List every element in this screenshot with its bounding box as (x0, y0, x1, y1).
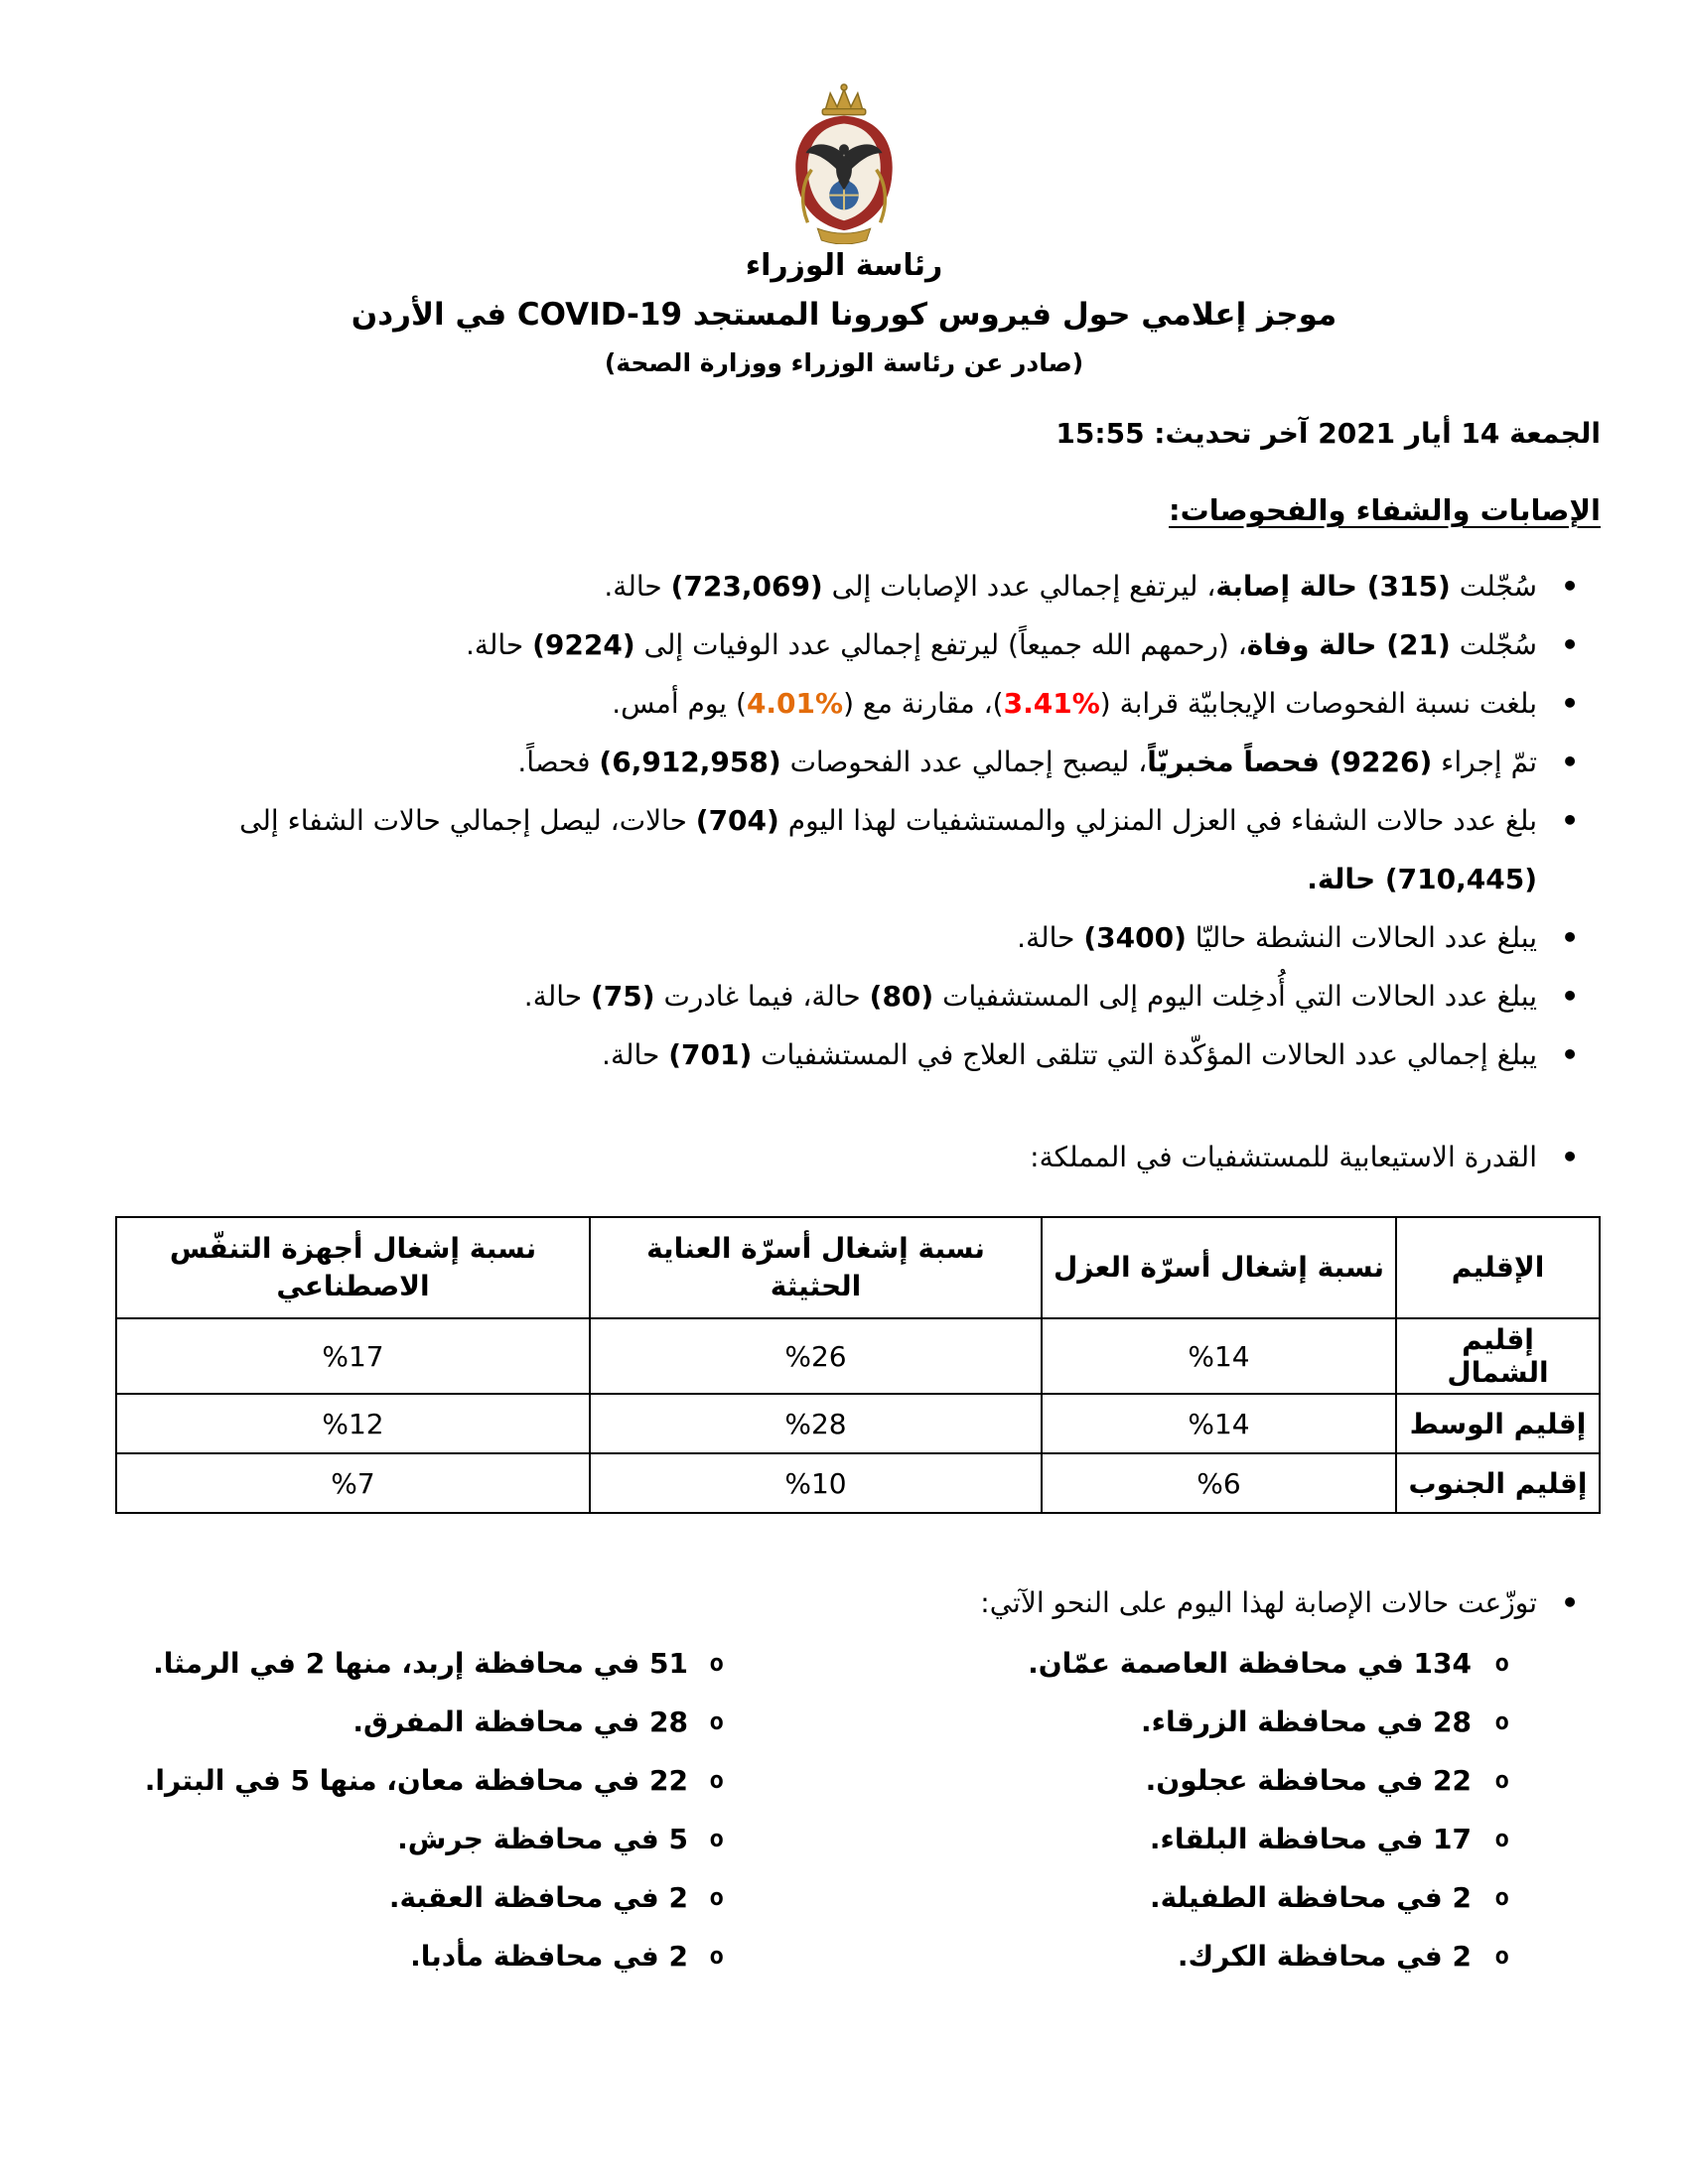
value-cell: %14 (1042, 1318, 1396, 1394)
value-cell: %7 (116, 1453, 590, 1513)
stat-segment: حالة. (1017, 921, 1084, 954)
jordan-coat-of-arms (746, 83, 942, 283)
value-cell: %6 (1042, 1453, 1396, 1513)
stat-segment: حالة. (604, 570, 671, 603)
document-title: موجز إعلامي حول فيروس كورونا المستجد COVID-19 في الأردن (351, 297, 1337, 333)
distribution-columns (87, 1634, 1601, 1985)
stat-segment: (3400) (1083, 921, 1187, 954)
region-cell: إقليم الوسط (1396, 1394, 1600, 1453)
governorate-item: o 22 في محافظة عجلون. (905, 1751, 1601, 1810)
stat-segment: بلغت نسبة الفحوصات الإيجابيّة قرابة ( (1099, 687, 1537, 720)
stat-segment: (315) حالة إصابة (1215, 570, 1451, 603)
column-header: نسبة إشغال أجهزة التنفّس الاصطناعي (116, 1217, 590, 1318)
stat-segment: (9224) (532, 628, 635, 661)
capacity-table-body (116, 1318, 1600, 1513)
governorate-item: o 22 في محافظة معان، منها 5 في البترا. (87, 1751, 905, 1810)
stat-segment: يبلغ عدد الحالات النشطة حاليّا (1186, 921, 1537, 954)
section-heading: الإصابات والشفاء والفحوصات: (1169, 493, 1601, 527)
table-row (116, 1453, 1600, 1513)
region-cell: إقليم الجنوب (1396, 1453, 1600, 1513)
value-cell: %28 (590, 1394, 1042, 1453)
stat-segment: حالة. (602, 1038, 669, 1071)
governorate-item: o 2 في محافظة مأدبا. (87, 1927, 905, 1985)
royal-calligraphy-caption: رئاسة الوزراء (745, 248, 943, 283)
stat-segment: حالة. (1307, 863, 1385, 895)
stat-segment: حالة. (523, 980, 591, 1013)
stat-segment: (80) (869, 980, 934, 1013)
stat-segment: ، ليصبح إجمالي عدد الفحوصات (780, 746, 1148, 778)
stat-segment: (704) (695, 804, 779, 837)
stat-segment: %3.41 (1003, 687, 1100, 720)
stat-segment: يبلغ عدد الحالات التي أُدخِلت اليوم إلى المستشفيات (933, 980, 1537, 1013)
table-row (116, 1318, 1600, 1394)
stat-item (87, 557, 1601, 615)
stat-item (87, 615, 1601, 674)
capacity-table-header-row (116, 1217, 1600, 1318)
value-cell: %12 (116, 1394, 590, 1453)
coat-of-arms-icon (761, 83, 927, 244)
value-cell: %14 (1042, 1394, 1396, 1453)
governorate-item: o 17 في محافظة البلقاء. (905, 1810, 1601, 1868)
value-cell: %10 (590, 1453, 1042, 1513)
stat-segment: (75) (590, 980, 655, 1013)
governorate-item: o 28 في محافظة الزرقاء. (905, 1693, 1601, 1751)
capacity-intro: • القدرة الاستيعابية للمستشفيات في المملكة: (87, 1128, 1601, 1186)
governorate-item: o 2 في محافظة الكرك. (905, 1927, 1601, 1985)
stat-segment: حالة. (465, 628, 533, 661)
stat-segment: (21) حالة وفاة (1246, 628, 1451, 661)
stat-segment: حالات، ليصل إجمالي حالات الشفاء إلى (239, 804, 696, 837)
table-row (116, 1394, 1600, 1453)
stat-segment: ، (رحمهم الله جميعاً) ليرتفع إجمالي عدد الوفيات إلى (634, 628, 1247, 661)
governorate-item: o 134 في محافظة العاصمة عمّان. (905, 1634, 1601, 1693)
column-header: الإقليم (1396, 1217, 1600, 1318)
stat-segment: تمّ إجراء (1432, 746, 1537, 778)
dist-list-left (87, 1634, 905, 1985)
dist-list-right (905, 1634, 1601, 1985)
stat-item (87, 1025, 1601, 1084)
governorate-item: o 5 في محافظة جرش. (87, 1810, 905, 1868)
stat-item (87, 674, 1601, 733)
column-header: نسبة إشغال أسرّة العناية الحثيثة (590, 1217, 1042, 1318)
stat-item (87, 967, 1601, 1025)
stat-segment: (723,069) (670, 570, 823, 603)
date-line: الجمعة 14 أيار 2021 آخر تحديث: 15:55 (1055, 417, 1601, 450)
stat-segment: فحصاً. (517, 746, 600, 778)
value-cell: %17 (116, 1318, 590, 1394)
stat-segment: سُجّلت (1450, 628, 1537, 661)
stat-item (87, 733, 1601, 791)
document-header (87, 83, 1601, 377)
stat-segment: حالة، فيما غادرت (654, 980, 870, 1013)
stat-segment: %4.01 (746, 687, 844, 720)
stat-segment: يبلغ إجمالي عدد الحالات المؤكّدة التي تتلقى العلاج في المستشفيات (752, 1038, 1537, 1071)
capacity-table (115, 1216, 1601, 1514)
stat-item (87, 908, 1601, 967)
stat-segment: بلغ عدد حالات الشفاء في العزل المنزلي والمستشفيات لهذا اليوم (778, 804, 1537, 837)
governorate-item: o 2 في محافظة الطفيلة. (905, 1868, 1601, 1927)
stat-segment: )، مقارنة مع ( (843, 687, 1004, 720)
stat-item (87, 791, 1601, 908)
column-header: نسبة إشغال أسرّة العزل (1042, 1217, 1396, 1318)
region-cell: إقليم الشمال (1396, 1318, 1600, 1394)
governorate-item: o 51 في محافظة إربد، منها 2 في الرمثا. (87, 1634, 905, 1693)
stat-segment: ) يوم أمس. (612, 687, 747, 720)
stat-segment: ، ليرتفع إجمالي عدد الإصابات إلى (822, 570, 1216, 603)
stat-segment: سُجّلت (1450, 570, 1537, 603)
distribution-intro: • توزّعت حالات الإصابة لهذا اليوم على النحو الآتي: (87, 1573, 1601, 1632)
document-subtitle: (صادر عن رئاسة الوزراء ووزارة الصحة) (604, 348, 1084, 377)
stats-list (87, 557, 1601, 1084)
stat-segment: (6,912,958) (599, 746, 781, 778)
stat-segment: (710,445) (1384, 863, 1537, 895)
stat-segment: (9226) فحصاً مخبريّاً (1147, 746, 1433, 778)
value-cell: %26 (590, 1318, 1042, 1394)
governorate-item: o 2 في محافظة العقبة. (87, 1868, 905, 1927)
governorate-item: o 28 في محافظة المفرق. (87, 1693, 905, 1751)
stat-segment: (701) (668, 1038, 753, 1071)
